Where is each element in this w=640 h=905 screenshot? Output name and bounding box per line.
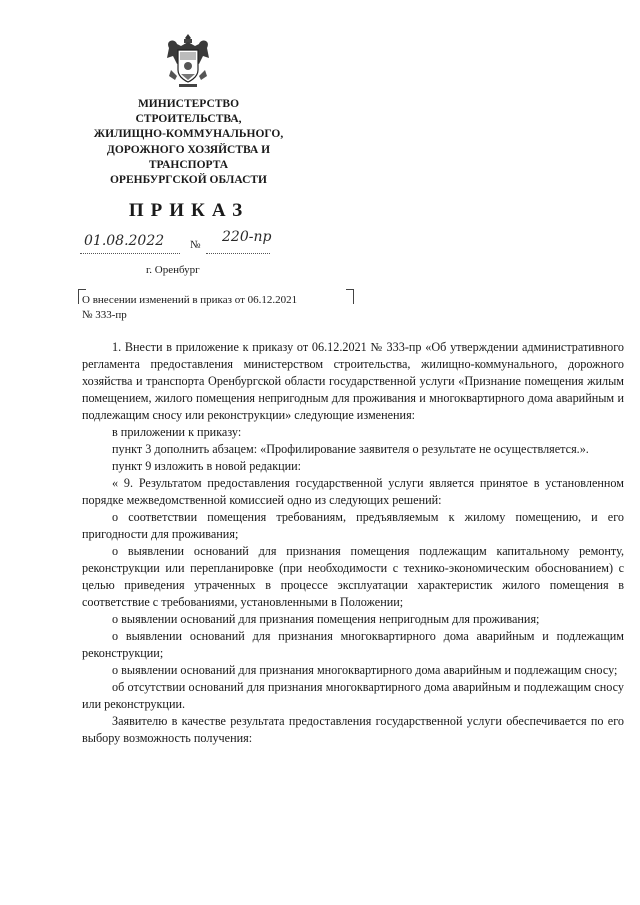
number-underline: [206, 253, 270, 254]
paragraph: в приложении к приказу:: [112, 425, 242, 439]
order-subject: О внесении изменений в приказ от 06.12.2021 № 333-пр: [82, 294, 298, 321]
order-number: 220-пр: [222, 229, 272, 245]
ministry-line: ОРЕНБУРГСКОЙ ОБЛАСТИ: [109, 174, 268, 187]
ministry-line: ДОРОЖНОГО ХОЗЯЙСТВА И: [106, 143, 271, 156]
ministry-line: ЖИЛИЩНО-КОММУНАЛЬНОГО,: [93, 128, 284, 141]
decision-item: о выявлении оснований для признания помещения подлежащим капитальному ремонту, реконструкции или перепланировке (при необходимости с технико-экономическим обоснованием) с целью приведения утраченных в процессе эксплуатации характеристик жилого помещения в соответствие с требованиями, установленными в Положении;: [82, 544, 624, 609]
number-sign: №: [190, 239, 201, 251]
ministry-header: [86, 97, 291, 188]
paragraph: Заявителю в качестве результата предоставления государственной услуги обеспечивается по его выбору возможность получения:: [82, 714, 624, 745]
subject-bracket-right: [346, 289, 354, 304]
paragraph: пункт 3 дополнить абзацем: «Профилирование заявителя о результате не осуществляется.».: [112, 442, 589, 456]
decision-item: об отсутствии оснований для признания многоквартирного дома аварийным и подлежащим сносу или реконструкции.: [82, 680, 624, 711]
date-underline: [80, 253, 180, 254]
paragraph-main: 1. Внести в приложение к приказу от 06.12.2021 № 333-пр «Об утверждении административного регламента предоставления министерством строительства, жилищно-коммунального, дорожного хозяйства и транспорта Оренбургской области государственной услуги «Признание помещения жилым помещением, жилого помещения непригодным для проживания и многоквартирного дома аварийным и подлежащим сносу или реконструкции» следующие изменения:: [82, 340, 624, 422]
document-body: [82, 339, 624, 747]
decision-item: о соответствии помещения требованиям, предъявляемым к жилому помещению, и его пригодности для проживания;: [82, 510, 624, 541]
ministry-line: СТРОИТЕЛЬСТВА,: [135, 113, 242, 126]
city-label: г. Оренбург: [146, 264, 200, 276]
decision-item: о выявлении оснований для признания многоквартирного дома аварийным и подлежащим сносу;: [112, 663, 618, 677]
coat-of-arms-emblem: [163, 30, 213, 90]
paragraph-item-9: « 9. Результатом предоставления государственной услуги является принятое в установленном порядке межведомственной комиссией одно из следующих решений:: [82, 476, 624, 507]
ministry-line: МИНИСТЕРСТВО: [137, 98, 240, 110]
paragraph: пункт 9 изложить в новой редакции:: [112, 459, 302, 473]
decision-item: о выявлении оснований для признания многоквартирного дома аварийным и подлежащим реконструкции;: [82, 629, 624, 660]
decision-item: о выявлении оснований для признания помещения непригодным для проживания;: [112, 612, 540, 626]
ministry-line: ТРАНСПОРТА: [148, 158, 229, 171]
document-type-title: ПРИКАЗ: [128, 200, 250, 221]
order-date: 01.08.2022: [84, 233, 165, 249]
